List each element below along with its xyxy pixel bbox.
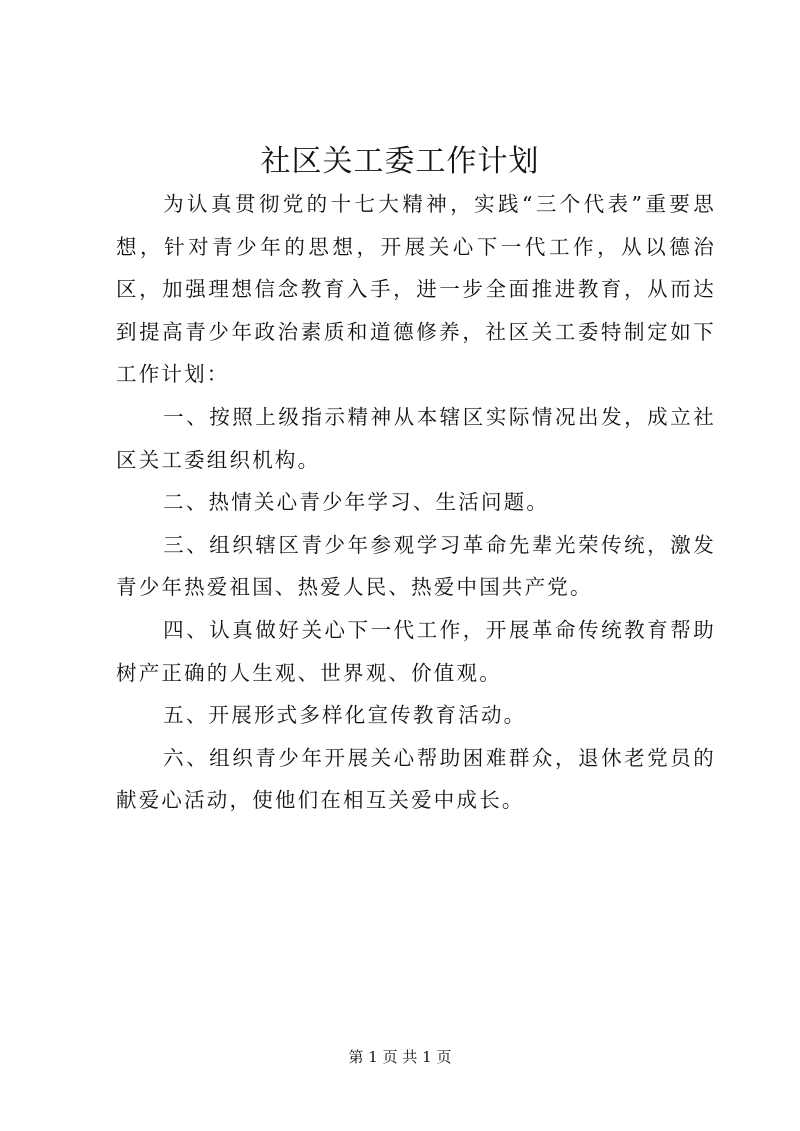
page-number-footer: 第 1 页 共 1 页 xyxy=(348,1048,452,1066)
plan-item-6: 六、组织青少年开展关心帮助困难群众，退休老党员的献爱心活动，使他们在相互关爱中成长。 xyxy=(116,745,716,813)
plan-item-1: 一、按照上级指示精神从本辖区实际情况出发，成立社区关工委组织机构。 xyxy=(116,404,716,472)
plan-item-3: 三、组织辖区青少年参观学习革命先辈光荣传统，激发青少年热爱祖国、热爱人民、热爱中国共产党。 xyxy=(116,532,716,600)
intro-paragraph: 为认真贯彻党的十七大精神，实践“三个代表”重要思想，针对青少年的思想，开展关心下一代工作，从以德治区，加强理想信念教育入手，进一步全面推进教育，从而达到提高青少年政治素质和道德修养，社区关工委特制定如下工作计划： xyxy=(116,192,716,387)
document-body xyxy=(116,183,716,822)
document-title: 社区关工委工作计划 xyxy=(260,144,540,179)
plan-item-2: 二、热情关心青少年学习、生活问题。 xyxy=(163,490,550,515)
plan-item-5: 五、开展形式多样化宣传教育活动。 xyxy=(163,703,527,728)
plan-item-4: 四、认真做好关心下一代工作，开展革命传统教育帮助树产正确的人生观、世界观、价值观。 xyxy=(116,617,716,685)
